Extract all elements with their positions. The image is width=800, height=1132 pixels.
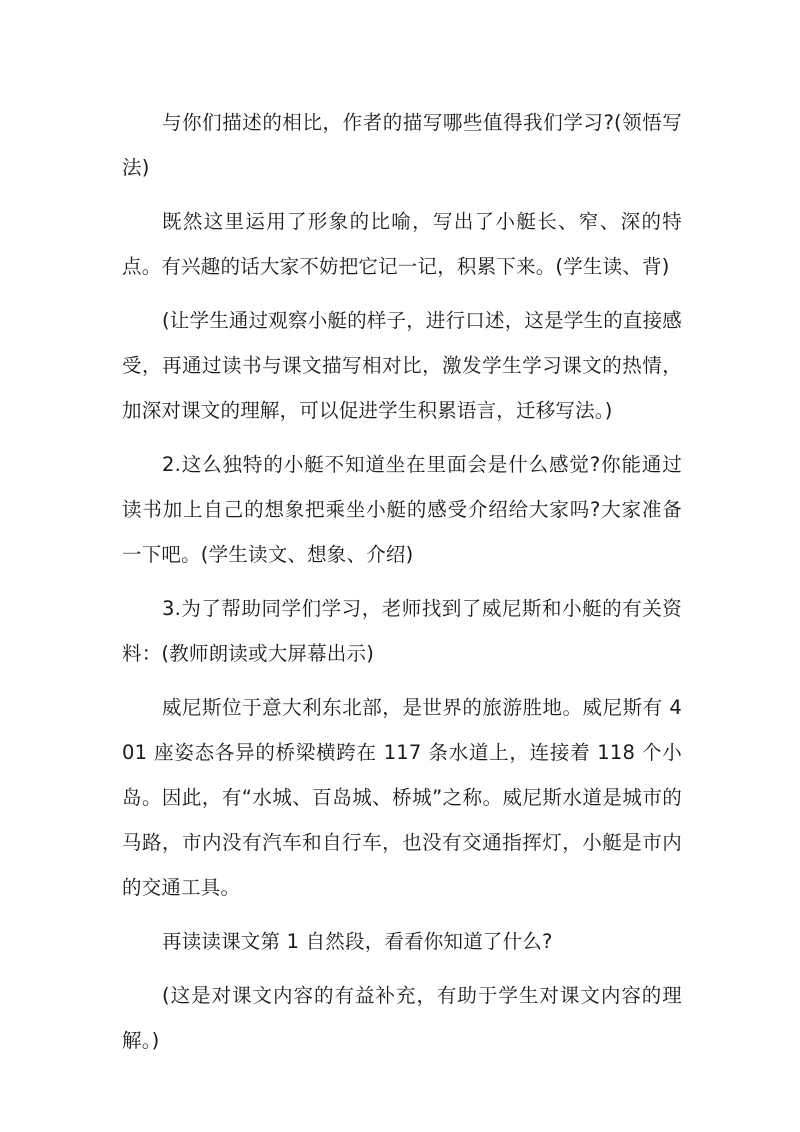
paragraph-step-2: 2.这么独特的小艇不知道坐在里面会是什么感觉?你能通过读书加上自己的想象把乘坐小艇的感受介绍给大家吗?大家准备一下吧。(学生读文、想象、介绍) <box>122 453 682 566</box>
paragraph-teaching-intent-2: (这是对课文内容的有益补充，有助于学生对课文内容的理解。) <box>122 984 682 1052</box>
document-page <box>122 100 682 1072</box>
paragraph-step-3: 3.为了帮助同学们学习，老师找到了威尼斯和小艇的有关资料：(教师朗读或大屏幕出示) <box>122 597 682 665</box>
paragraph-venice-info: 威尼斯位于意大利东北部，是世界的旅游胜地。威尼斯有 401 座姿态各异的桥梁横跨在 117 条水道上，连接着 118 个小岛。因此，有“水城、百岛城、桥城”之称。威尼斯水道是城市的马路，市内没有汽车和自行车，也没有交通指挥灯，小艇是市内的交通工具。 <box>122 696 682 899</box>
paragraph-metaphor-note: 既然这里运用了形象的比喻，写出了小艇长、窄、深的特点。有兴趣的话大家不妨把它记一记，积累下来。(学生读、背) <box>122 210 682 278</box>
paragraph-reread-prompt: 再读读课文第 1 自然段，看看你知道了什么? <box>162 930 553 953</box>
paragraph-teaching-intent-1: (让学生通过观察小艇的样子，进行口述，这是学生的直接感受，再通过读书与课文描写相对比，激发学生学习课文的热情，加深对课文的理解，可以促进学生积累语言，迁移写法。) <box>122 309 683 422</box>
paragraph-writing-method-question: 与你们描述的相比，作者的描写哪些值得我们学习?(领悟写法) <box>122 111 682 179</box>
